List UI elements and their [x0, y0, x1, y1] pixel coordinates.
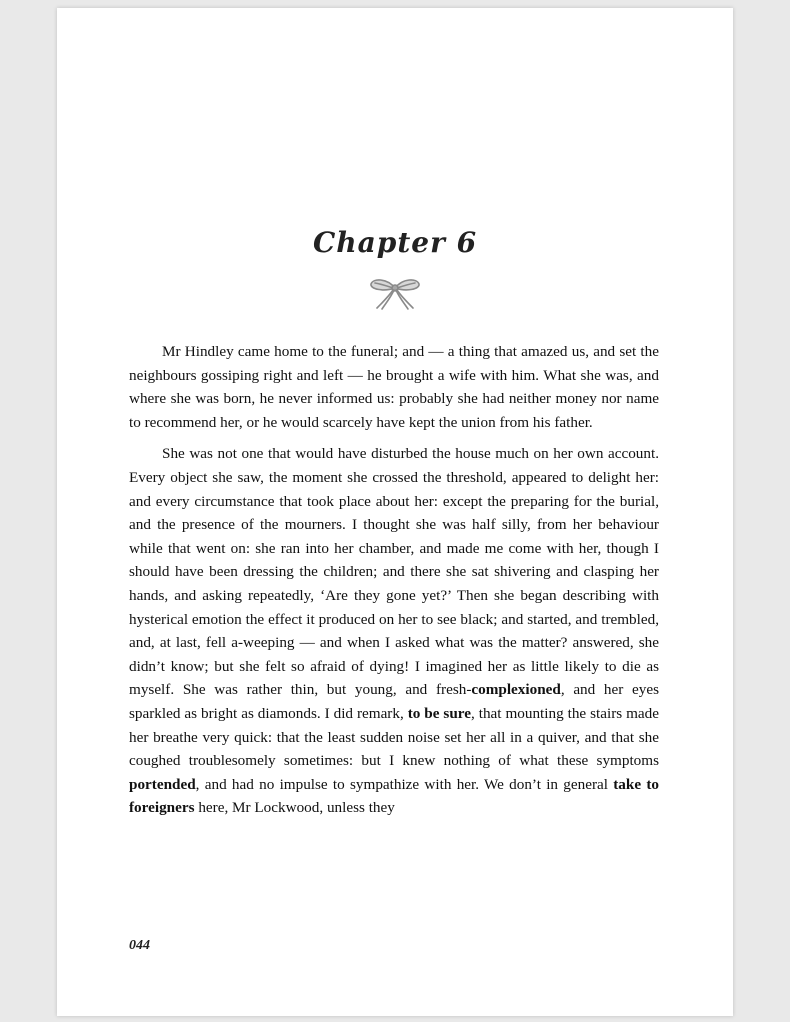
book-page: [57, 8, 733, 1016]
bold-term: take to foreigners: [129, 775, 659, 817]
text-run: , that mounting the stairs made her breathe very quick: that the least sudden noise set her all in a quiver, and that she coughed troublesomely sometimes: but I knew nothing of what these symptoms: [129, 704, 660, 770]
bold-term: to be sure: [407, 704, 471, 722]
text-run: Mr Hindley came home to the funeral; and — a thing that amazed us, and set the neighbours gossiping right and left — he brought a wife with him. What she was, and where she was born, he never informed us: probably she had neither money nor name to recommend her, or he would scarcely have kept the union from his father.: [129, 343, 659, 431]
text-run: , and her eyes sparkled as bright as diamonds. I did remark,: [129, 681, 659, 722]
text-run: , and had no impulse to sympathize with her. We don’t in general: [195, 775, 614, 793]
page-number: 044: [129, 938, 150, 953]
bold-term: complexioned: [471, 681, 561, 699]
chapter-title: Chapter 6: [312, 226, 478, 259]
bold-term: portended: [129, 775, 196, 793]
text-run: She was not one that would have disturbed the house much on her own account. Every object she saw, the moment she crossed the threshold, appeared to delight her: and every circumstance that took place about her: except the preparing for the burial, and the presence of the mourners. I thought she was half silly, from her behaviour while that went on: she ran into her chamber, and made me come with her, though I should have been dressing the children; and there she sat shivering and clasping her hands, and asking repeatedly, ‘Are they gone yet?’ Then she began describing with hysterical emotion the effect it produced on her to see black; and started, and trembled, and, at last, fell a-weeping — and when I asked what was the matter? answered, she didn’t know; but she felt so afraid of dying! I imagined her as little likely to die as myself. She was rather thin, but young, and fresh-: [129, 445, 659, 699]
body-paragraph: [129, 442, 659, 820]
chapter-body-text: [129, 340, 659, 828]
body-paragraph: [129, 340, 659, 434]
text-run: here, Mr Lockwood, unless they: [194, 799, 395, 817]
bow-ornament-icon: [365, 276, 425, 312]
